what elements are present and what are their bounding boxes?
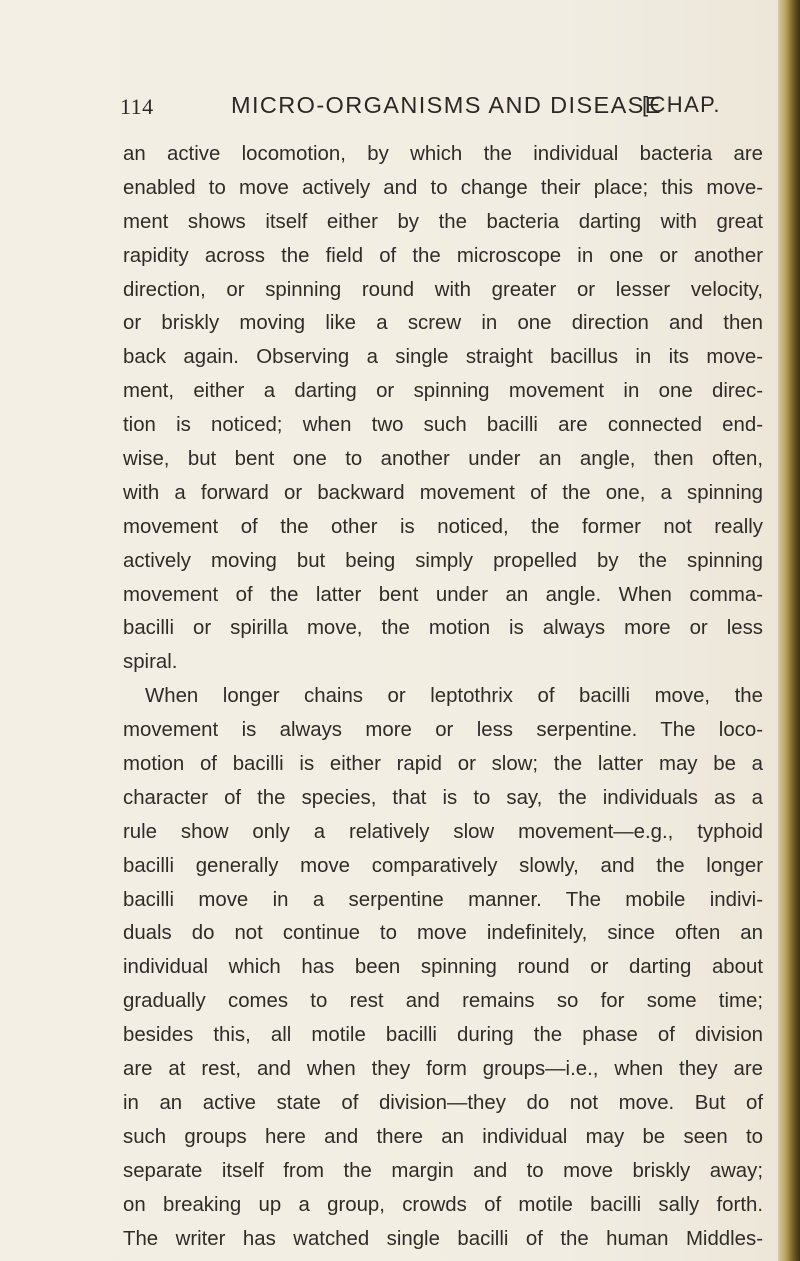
text-line: movement of the latter bent under an angle. When comma- — [123, 583, 763, 606]
text-line: rapidity across the field of the microscope in one or another — [123, 244, 763, 267]
text-line: motion of bacilli is either rapid or slow; the latter may be a — [123, 753, 763, 776]
text-line: wise, but bent one to another under an angle, then often, — [123, 448, 763, 471]
text-line: or briskly moving like a screw in one direction and then — [123, 312, 763, 335]
text-line: tion is noticed; when two such bacilli are connected end- — [123, 414, 763, 437]
paragraph-first-line: When longer chains or leptothrix of bacilli move, the — [145, 685, 763, 708]
text-line: such groups here and there an individual may be seen to — [123, 1125, 763, 1148]
text-line: spiral. — [123, 651, 178, 674]
text-line: gradually comes to rest and remains so for some time; — [123, 990, 763, 1013]
page-header — [120, 92, 770, 126]
text-line: ment, either a darting or spinning movement in one direc- — [123, 380, 763, 403]
text-line: with a forward or backward movement of the one, a spinning — [123, 481, 763, 504]
book-spine-edge — [778, 0, 800, 1261]
text-line: duals do not continue to move indefinitely, since often an — [123, 922, 763, 945]
text-line: bacilli generally move comparatively slowly, and the longer — [123, 854, 763, 877]
text-line: direction, or spinning round with greater or lesser velocity, — [123, 278, 763, 301]
text-line: movement of the other is noticed, the former not really — [123, 515, 763, 538]
chapter-marker: [CHAP. — [642, 92, 721, 117]
text-line: are at rest, and when they form groups—i.e., when they are — [123, 1058, 763, 1081]
text-line: separate itself from the margin and to move briskly away; — [123, 1159, 763, 1182]
text-line: an active locomotion, by which the individual bacteria are — [123, 143, 763, 165]
text-line: The writer has watched single bacilli of the human Middles- — [123, 1227, 763, 1250]
running-title: MICRO-ORGANISMS AND DISEASE — [231, 92, 662, 118]
text-line: besides this, all motile bacilli during the phase of division — [123, 1024, 763, 1047]
page-number: 114 — [120, 94, 154, 119]
text-line: character of the species, that is to say, the individuals as a — [123, 786, 763, 809]
text-line: enabled to move actively and to change their place; this move- — [123, 176, 763, 199]
text-line: ment shows itself either by the bacteria darting with great — [123, 210, 763, 233]
text-line: rule show only a relatively slow movement—e.g., typhoid — [123, 820, 763, 843]
text-line: individual which has been spinning round or darting about — [123, 956, 763, 979]
text-line: in an active state of division—they do not move. But of — [123, 1091, 763, 1114]
text-line: bacilli move in a serpentine manner. The mobile indivi- — [123, 888, 763, 911]
text-line: back again. Observing a single straight bacillus in its move- — [123, 346, 763, 369]
body-text — [123, 138, 763, 1256]
text-line: movement is always more or less serpentine. The loco- — [123, 719, 763, 742]
text-line: on breaking up a group, crowds of motile bacilli sally forth. — [123, 1193, 763, 1216]
text-line: actively moving but being simply propelled by the spinning — [123, 549, 763, 572]
text-line: bacilli or spirilla move, the motion is always more or less — [123, 617, 763, 640]
